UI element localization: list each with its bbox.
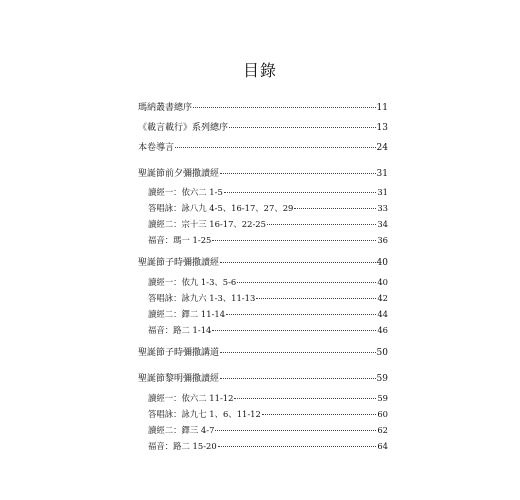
toc-leader-dots xyxy=(267,224,376,225)
toc-entry-title: 聖誕節黎明彌撒讀經 xyxy=(138,374,220,384)
toc-entry[interactable] xyxy=(138,166,388,179)
toc-leader-dots xyxy=(220,352,376,353)
toc-entry-page: 31 xyxy=(377,187,388,197)
toc-leader-dots xyxy=(220,378,376,379)
toc-entry-title: 讀經二：宗十三 16-17、22-25 xyxy=(148,219,266,229)
toc-leader-dots xyxy=(229,127,376,128)
toc-leader-dots xyxy=(175,147,376,148)
toc-entry[interactable] xyxy=(138,100,388,113)
toc-entry-page: 34 xyxy=(377,219,388,229)
toc-subentry[interactable] xyxy=(148,186,388,198)
toc-subentry[interactable] xyxy=(148,292,388,304)
toc-entry[interactable] xyxy=(138,140,388,153)
toc-leader-dots xyxy=(262,414,376,415)
toc-entry-title: 本卷導言 xyxy=(138,143,175,153)
toc-entry[interactable] xyxy=(138,345,388,358)
toc-entry-title: 讀經二：鐸二 11-14 xyxy=(148,309,226,319)
toc-entry-page: 40 xyxy=(377,277,388,287)
toc-subentry[interactable] xyxy=(148,424,388,436)
toc-leader-dots xyxy=(294,208,376,209)
toc-entry-page: 33 xyxy=(377,203,388,213)
toc-entry-page: 11 xyxy=(376,103,388,113)
toc-entry[interactable] xyxy=(138,371,388,384)
toc-entry-title: 福音：瑪一 1-25 xyxy=(148,235,212,245)
toc-entry-page: 46 xyxy=(377,325,388,335)
toc-entry-page: 42 xyxy=(377,293,388,303)
toc-leader-dots xyxy=(226,314,376,315)
toc-entry-title: 聖誕節子時彌撒讀經 xyxy=(138,258,220,268)
toc-entry-title: 讀經一：依九 1-3、5-6 xyxy=(148,277,237,287)
toc-leader-dots xyxy=(212,240,376,241)
toc-entry-page: 44 xyxy=(377,309,388,319)
toc-leader-dots xyxy=(237,282,376,283)
toc-entry-page: 59 xyxy=(376,374,388,384)
toc-entry-title: 讀經一：依六二 11-12 xyxy=(148,393,234,403)
toc-entry-title: 《載言載行》系列總序 xyxy=(138,123,229,133)
toc-entry[interactable] xyxy=(138,120,388,133)
toc-subentry[interactable] xyxy=(148,234,388,246)
toc-leader-dots xyxy=(224,192,377,193)
toc-entry-title: 讀經二：鐸三 4-7 xyxy=(148,425,215,435)
toc-entry-page: 31 xyxy=(376,169,388,179)
toc-subentry[interactable] xyxy=(148,324,388,336)
toc-entry-page: 59 xyxy=(377,393,388,403)
toc-subentry[interactable] xyxy=(148,308,388,320)
toc-leader-dots xyxy=(212,330,376,331)
toc-leader-dots xyxy=(193,107,376,108)
toc-entry-title: 聖誕節前夕彌撒讀經 xyxy=(138,169,220,179)
toc-leader-dots xyxy=(220,262,376,263)
toc-subentry[interactable] xyxy=(148,408,388,420)
toc-title: 目錄 xyxy=(242,61,277,80)
toc-entry-title: 答唱詠：詠九六 1-3、11-13 xyxy=(148,293,256,303)
toc-entry-page: 64 xyxy=(377,441,388,451)
toc-leader-dots xyxy=(256,298,376,299)
toc-subentry[interactable] xyxy=(148,218,388,230)
toc-entry-title: 答唱詠：詠九七 1、6、11-12 xyxy=(148,409,261,419)
toc-entry-page: 50 xyxy=(376,348,388,358)
toc-entry-page: 60 xyxy=(377,409,388,419)
toc-entry-page: 36 xyxy=(377,235,388,245)
toc-entry-page: 62 xyxy=(377,425,388,435)
toc-entry-page: 40 xyxy=(376,258,388,268)
toc-leader-dots xyxy=(234,398,376,399)
toc-leader-dots xyxy=(215,430,376,431)
toc-subentry[interactable] xyxy=(148,440,388,452)
toc-leader-dots xyxy=(218,446,377,447)
toc-subentry[interactable] xyxy=(148,202,388,214)
toc-entry-title: 讀經一：依六二 1-5 xyxy=(148,187,223,197)
toc-entry-page: 24 xyxy=(376,143,388,153)
toc-entry-title: 答唱詠：詠八九 4-5、16-17、27、29 xyxy=(148,203,294,213)
toc-entry-page: 13 xyxy=(376,123,388,133)
toc-entry-title: 福音：路二 15-20 xyxy=(148,441,217,451)
toc-entry-title: 福音：路二 1-14 xyxy=(148,325,212,335)
toc-entry-title: 瑪納叢書總序 xyxy=(138,103,193,113)
toc-entry-title: 聖誕節子時彌撒講道 xyxy=(138,348,220,358)
toc-subentry[interactable] xyxy=(148,392,388,404)
toc-subentry[interactable] xyxy=(148,276,388,288)
toc-entry[interactable] xyxy=(138,255,388,268)
toc-leader-dots xyxy=(220,173,376,174)
